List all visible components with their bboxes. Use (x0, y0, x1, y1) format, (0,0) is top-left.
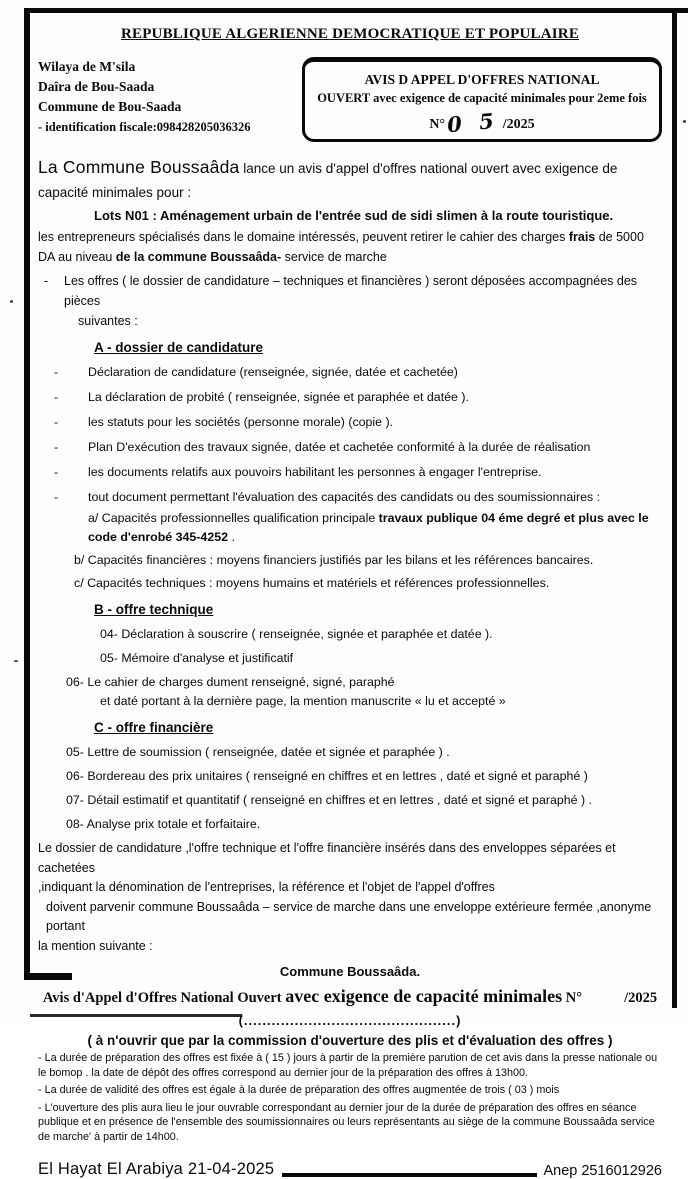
header-row (38, 57, 662, 142)
candidature-item: - tout document permettant l'évaluation des capacités des candidats ou des soumissionnaires : (38, 488, 662, 507)
capacity-subitem-a (38, 509, 662, 547)
intro-lead: La Commune Boussaâda (38, 157, 240, 177)
section-c-heading: C - offre financière (94, 720, 214, 735)
financial-item: 05- Lettre de soumission ( renseignée, datée et signée et paraphée ) . (66, 745, 450, 759)
technical-item-04: 04- Déclaration à souscrire ( renseignée, signée et paraphée et datée ). (100, 627, 493, 641)
envelope-dots: (..............................................) (238, 1013, 462, 1028)
closing-paragraph (38, 839, 662, 956)
notice-number-suffix: /2025 (502, 117, 535, 132)
retrait-bold-commune: de la commune Boussaâda- (115, 250, 282, 264)
notice-number-prefix: N° (429, 117, 446, 132)
technical-item-06 (38, 673, 662, 711)
note-preparation: - La durée de préparation des offres est fixée à ( 15 ) jours à partir de la première parution de cet avis dans la presse nationale ou le bomop . la date de dépôt des offres correspond au dernier jour de la préparation des offres à 13h00. (38, 1052, 658, 1079)
capacity-subitem-c: c/ Capacités techniques : moyens humains et matériels et références professionnelles. (74, 576, 550, 590)
retrait-text-3: service de marche (281, 250, 387, 264)
intro-paragraph (38, 155, 662, 205)
footer-journal-date: El Hayat El Arabiya 21-04-2025 (38, 1160, 275, 1178)
scan-speck (14, 660, 18, 662)
notice-box (302, 57, 662, 142)
retrait-text-2: de 5000 DA au niveau (38, 230, 644, 264)
issuer-daira: Daîra de Bou-Saada (38, 79, 155, 94)
technical-item-06-line2: et daté portant à la dernière page, la mention manuscrite « lu et accepté » (100, 694, 506, 708)
envelope-title (38, 986, 662, 1007)
candidature-item: - les documents relatifs aux pouvoirs habilitant les personnes à engager l'entreprise. (38, 463, 662, 482)
candidature-item: - Déclaration de candidature (renseignée, signée, datée et cachetée) (38, 363, 662, 382)
envelope-title-1: Avis d'Appel d'Offres National Ouvert (42, 990, 286, 1006)
envelope-title-2: avec exigence de capacité minimales (285, 986, 563, 1006)
candidature-item: - La déclaration de probité ( renseignée, signée et paraphée et datée ). (38, 388, 662, 407)
notice-number (311, 107, 653, 138)
section-a-heading: A - dossier de candidature (94, 340, 264, 355)
lots-heading: Lots N01 : Aménagement urbain de l'entrée sud de sidi slimen à la route touristique. (94, 208, 614, 223)
financial-item: 08- Analyse prix totale et forfaitaire. (66, 817, 261, 831)
scan-speck (10, 300, 13, 303)
financial-item: 07- Détail estimatif et quantitatif ( renseigné en chiffres et en lettres , daté et signé et paraphé ) . (66, 793, 592, 807)
issuer-wilaya: Wilaya de M'sila (38, 59, 136, 74)
candidature-item: - les statuts pour les sociétés (personne morale) (copie ). (38, 413, 662, 432)
retrait-text-1: les entrepreneurs spécialisés dans le domaine intéressés, peuvent retirer le cahier des charges (38, 230, 569, 244)
notice-title: AVIS D APPEL D'OFFRES NATIONAL (364, 72, 600, 87)
footer-anep-ref: Anep 2516012926 (543, 1163, 662, 1179)
document-content (38, 20, 662, 1179)
frame-top-border (24, 8, 688, 13)
scan-speck (683, 120, 686, 123)
financial-item: 06- Bordereau des prix unitaires ( renseigné en chiffres et en lettres , daté et signé et paraphé ) (66, 769, 588, 783)
section-b-heading: B - offre technique (94, 602, 214, 617)
envelope-warning: ( à n'ouvrir que par la commission d'ouverture des plis et d'évaluation des offres ) (87, 1033, 613, 1048)
intro-rest: lance un avis d'appel d'offres national ouvert avec exigence de capacité minimales pour : (38, 161, 618, 200)
envelope-title-num: N° (562, 990, 583, 1006)
note-validity: - La durée de validité des offres est égale à la durée de préparation des offres augmentée de trois ( 03 ) mois (38, 1084, 560, 1096)
republic-title: REPUBLIQUE ALGERIENNE DEMOCRATIQUE ET POPULAIRE (120, 26, 580, 42)
envelope-mention-block (38, 964, 662, 1048)
issuer-block (38, 57, 290, 142)
capacity-a-text: a/ Capacités professionnelles qualification principale (88, 511, 379, 525)
capacity-a-bold: travaux publique 04 éme degré et plus avec le code d'enrobé 345-4252 (88, 511, 649, 544)
offers-line-2: suivantes : (78, 314, 138, 328)
frame-right-border (672, 8, 677, 1008)
retrait-bold-frais: frais (568, 230, 596, 244)
footer-underline (282, 1173, 537, 1177)
issuer-commune: Commune de Bou-Saada (38, 99, 182, 114)
retrait-paragraph (38, 227, 662, 267)
offers-line-1: Les offres ( le dossier de candidature – techniques et financières ) seront déposées accompagnées des pièces (64, 274, 638, 308)
notice-subtitle: OUVERT avec exigence de capacité minimales pour 2eme fois (317, 91, 647, 105)
envelope-commune: Commune Boussaâda. (279, 964, 421, 979)
technical-item-05: 05- Mémoire d'analyse et justificatif (100, 651, 294, 665)
notice-number-handwritten: 0 5 (446, 107, 500, 138)
offers-item (38, 271, 662, 331)
note-opening: - L'ouverture des plis aura lieu le jour ouvrable correspondant au dernier jour de la durée de préparation des offres en séance publique et en présence de l'ensemble des soumissionnaires ou leurs représentants au siège de la commune Boussaâda service de marche' à partir de 14h00. (38, 1101, 655, 1143)
issuer-fiscal-id: - identification fiscale:098428205036326 (38, 120, 251, 134)
capacity-a-end: . (228, 530, 235, 544)
closing-line-3: doivent parvenir commune Boussaâda – service de marche dans une enveloppe extérieure fermée ,anonyme portant (46, 899, 652, 933)
candidature-item: - Plan D'exécution des travaux signée, datée et cachetée conformité à la durée de réalisation (38, 438, 662, 457)
envelope-title-year: /2025 (624, 990, 658, 1006)
technical-item-06-line1: 06- Le cahier de charges dument renseigné, signé, paraphé (66, 675, 395, 689)
frame-left-border (24, 8, 30, 980)
closing-line-4: la mention suivante : (38, 938, 153, 953)
capacity-subitem-b: b/ Capacités financières : moyens financiers justifiés par les bilans et les références bancaires. (74, 553, 594, 567)
closing-line-2: ,indiquant la dénomination de l'entreprises, la référence et l'objet de l'appel d'offres (38, 880, 495, 894)
closing-line-1: Le dossier de candidature ,l'offre technique et l'offre financière insérés dans des enveloppes séparées et cachetées (38, 841, 616, 875)
footer-row (38, 1160, 662, 1179)
